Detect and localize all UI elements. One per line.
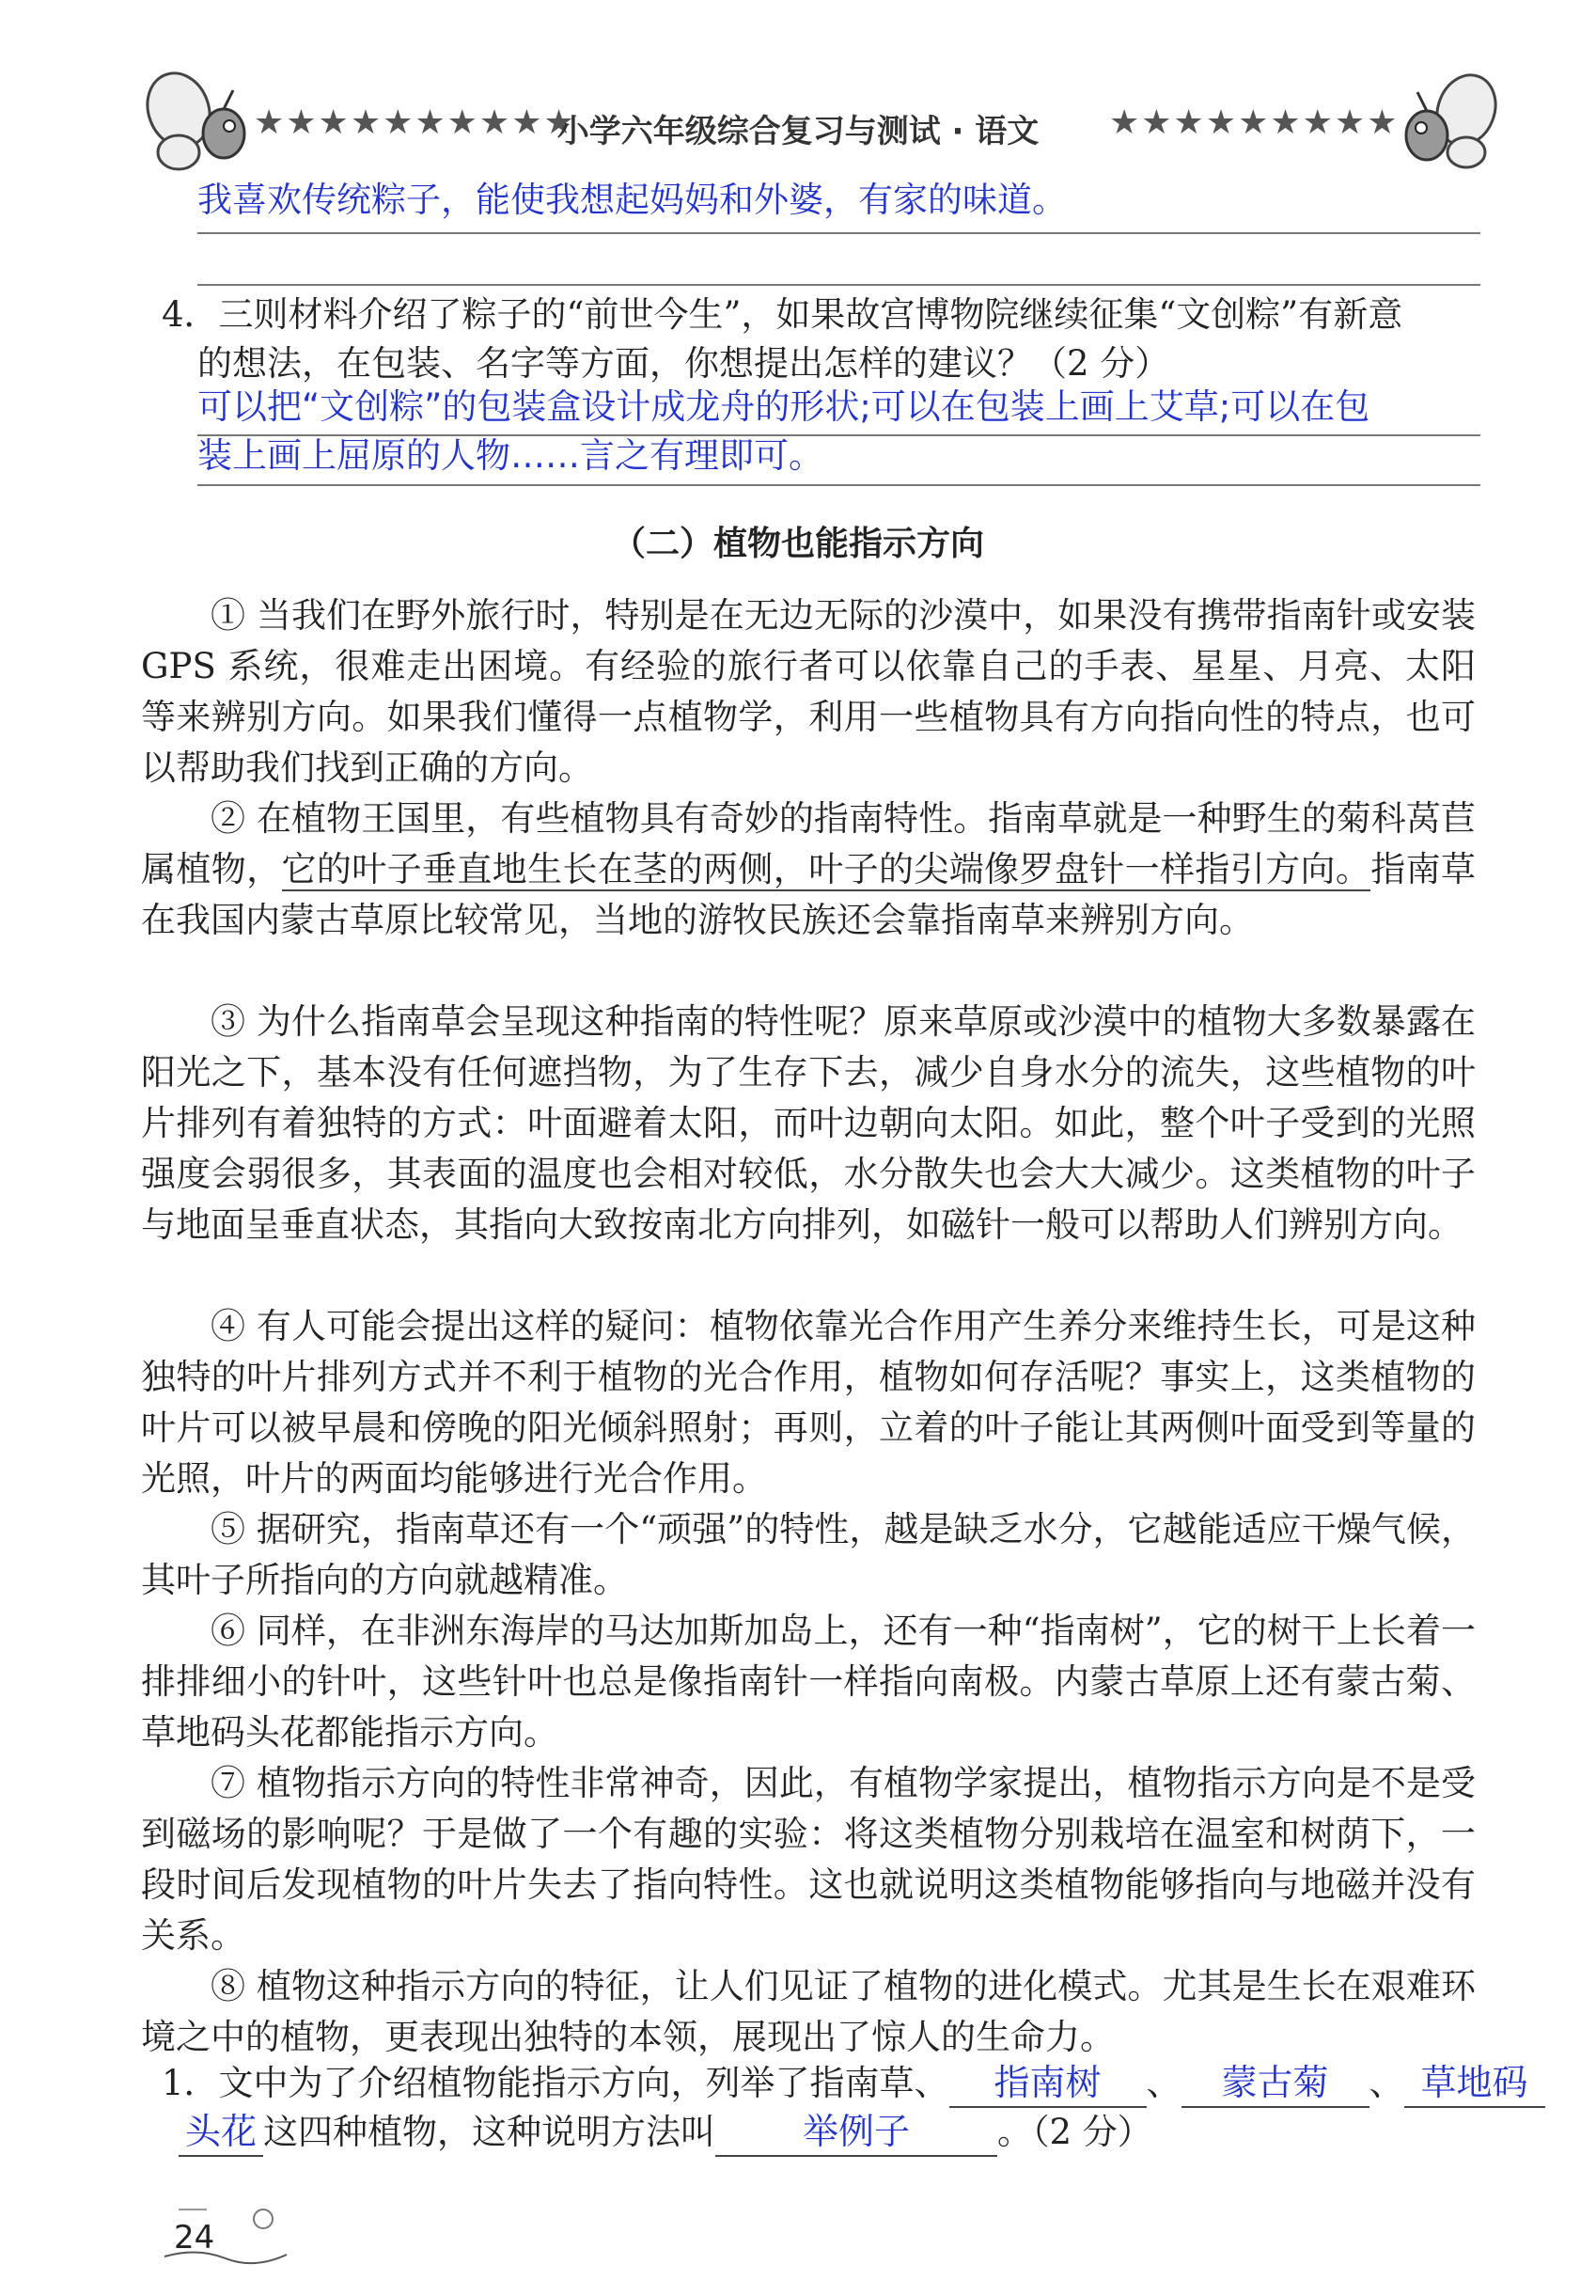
separator: 、	[1146, 2063, 1181, 2103]
question-4-answer2: 装上画上屈原的人物……言之有理即可。	[197, 435, 823, 476]
separator: 、	[1369, 2063, 1404, 2103]
paragraph-2-part1: ② 在植物王国里，有些植物具有奇妙的指南特性。指南草就是一种野生的菊科莴苣属植物，	[141, 798, 1476, 889]
answer-rule	[197, 232, 1480, 234]
paragraph-7: ⑦ 植物指示方向的特性非常神奇，因此，有植物学家提出，植物指示方向是不是受到磁场的影响呢？于是做了一个有趣的实验：将这类植物分别栽培在温室和树荫下，一段时间后发现植物的叶片失去了指向特性。这也就说明这类植物能够指向与地磁并没有关系。	[141, 1763, 1476, 1956]
answer-blank-1: 指南树	[949, 2059, 1147, 2108]
question-1-suffix: 。（2 分）	[997, 2112, 1152, 2152]
question-4-answer1: 可以把“文创粽”的包装盒设计成龙舟的形状;可以在包装上画上艾草;可以在包	[197, 386, 1370, 427]
paragraph-4: ④ 有人可能会提出这样的疑问：植物依靠光合作用产生养分来维持生长，可是这种独特的叶片排列方式并不利于植物的光合作用，植物如何存活呢？事实上，这类植物的叶片可以被早晨和傍晚的阳光倾斜照射；再则，立着的叶子能让其两侧叶面受到等量的光照，叶片的两面均能够进行光合作用。	[141, 1306, 1476, 1499]
paragraph-3: ③ 为什么指南草会呈现这种指南的特性呢？原来草原或沙漠中的植物大多数暴露在阳光之下，基本没有任何遮挡物，为了生存下去，减少自身水分的流失，这些植物的叶片排列有着独特的方式：叶面避着太阳，而叶边朝向太阳。如此，整个叶子受到的光照强度会弱很多，其表面的温度也会相对较低，水分散失也会大大减少。这类植物的叶子与地面呈垂直状态，其指向大致按南北方向排列，如磁针一般可以帮助人们辨别方向。	[141, 1001, 1476, 1245]
answer-blank-3b: 头花	[179, 2108, 263, 2157]
question-1-prefix: 1．文中为了介绍植物能指示方向，列举了指南草、	[162, 2063, 949, 2103]
paragraph-5: ⑤ 据研究，指南草还有一个“顽强”的特性，越是缺乏水分，它越能适应干燥气候，其叶子所指向的方向就越精准。	[141, 1509, 1476, 1600]
answer-blank-2: 蒙古菊	[1181, 2059, 1369, 2108]
question-1-middle: 这四种植物，这种说明方法叫	[263, 2112, 715, 2152]
page-number: 24	[174, 2219, 215, 2257]
answer-previous: 我喜欢传统粽子，能使我想起妈妈和外婆，有家的味道。	[197, 180, 1067, 220]
page-header-title: 小学六年级综合复习与测试 · 语文	[556, 113, 1040, 150]
paragraph-1: ① 当我们在野外旅行时，特别是在无边无际的沙漠中，如果没有携带指南针或安装 GPS 系统，很难走出困境。有经验的旅行者可以依靠自己的手表、星星、月亮、太阳等来辨别方向。如果我们懂得一点植物学，利用一些植物具有方向指向性的特点，也可以帮助我们找到正确的方向。	[141, 595, 1476, 788]
paragraph-6: ⑥ 同样，在非洲东海岸的马达加斯加岛上，还有一种“指南树”，它的树干上长着一排排细小的针叶，这些针叶也总是像指南针一样指向南极。内蒙古草原上还有蒙古菊、草地码头花都能指示方向。	[141, 1611, 1476, 1753]
question-4-line1: 4．三则材料介绍了粽子的“前世今生”，如果故宫博物院继续征集“文创粽”有新意	[162, 294, 1403, 335]
answer-rule	[197, 484, 1480, 486]
question-1-line1	[162, 2059, 1545, 2108]
section-title: （二）植物也能指示方向	[611, 525, 984, 563]
paragraph-8: ⑧ 植物这种指示方向的特征，让人们见证了植物的进化模式。尤其是生长在艰难环境之中的植物，更表现出独特的本领，展现出了惊人的生命力。	[141, 1966, 1476, 2057]
header-stars-left: ★★★★★★★★★★	[254, 103, 576, 142]
answer-blank-3a: 草地码	[1404, 2059, 1545, 2108]
question-1-line2	[179, 2108, 1152, 2157]
paragraph-2-underlined: 它的叶子垂直地生长在茎的两侧，叶子的尖端像罗盘针一样指引方向。	[281, 849, 1371, 889]
answer-blank-4: 举例子	[715, 2108, 997, 2157]
answer-rule	[197, 284, 1480, 286]
question-4-line2: 的想法，在包装、名字等方面，你想提出怎样的建议？（2 分）	[197, 343, 1170, 384]
paragraph-2	[141, 794, 1476, 946]
header-stars-right: ★★★★★★★★★	[1109, 103, 1400, 142]
paragraph-2-part3: 指南草在我国内蒙古草原比较常见，当地的游牧民族还会靠指南草来辨别方向。	[141, 849, 1477, 940]
